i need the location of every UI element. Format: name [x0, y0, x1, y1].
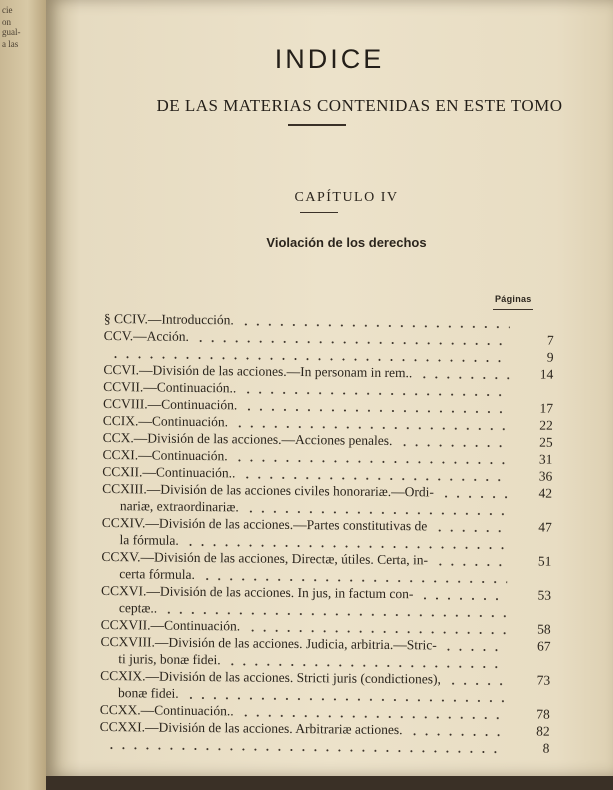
toc-entry-text: la fórmula. — [119, 532, 179, 548]
dot-leader — [399, 444, 509, 447]
page-title: INDICE — [274, 44, 385, 74]
toc-page-number: 82 — [536, 723, 550, 739]
toc-page-number: 58 — [537, 621, 551, 637]
toc-entry-text: CCVIII.—Continuación. — [102, 395, 238, 413]
toc-page-number: 31 — [538, 451, 553, 467]
toc-entry-text: CCXV.—División de las acciones, Directæ, útiles. Certa, in- — [101, 548, 429, 568]
toc-page-number: 14 — [539, 366, 554, 382]
left-page-fragment: a las — [2, 39, 19, 49]
toc-page-number: 51 — [537, 553, 552, 569]
toc-entry-text: CCIX.—Continuación. — [102, 412, 229, 430]
dot-leader — [241, 476, 508, 481]
dot-leader — [247, 630, 507, 635]
toc-page-number: 67 — [536, 638, 551, 654]
left-page-fragment: gual- — [2, 27, 21, 37]
toc-entry-text: ti juris, bonæ fidei. — [118, 651, 221, 668]
section-heading: Violación de los derechos — [266, 235, 427, 250]
book-page — [46, 0, 613, 776]
toc-entry-text: CCX.—División de las acciones.—Acciones penales. — [102, 429, 393, 449]
dot-leader — [434, 563, 507, 566]
dot-leader — [419, 597, 507, 600]
toc-page-number: 47 — [538, 519, 552, 535]
toc-entry-text: certa fórmula. — [119, 566, 196, 582]
toc-entry — [99, 735, 549, 757]
dot-leader — [233, 459, 508, 464]
toc-entry-text: CCXIX.—División de las acciones. Stricti juris (condictiones), — [100, 667, 442, 687]
chapter-heading: CAPÍTULO IV — [294, 190, 399, 205]
dot-leader — [434, 529, 508, 532]
toc-page-number: 42 — [538, 485, 553, 501]
toc-entry-text: CCXVII.—Continuación. — [100, 616, 241, 634]
toc-entry-text: nariæ, extraordinariæ. — [119, 498, 239, 515]
table-of-contents — [99, 310, 554, 757]
dot-leader — [240, 323, 510, 328]
toc-entry-text: CCVI.—División de las acciones.—In personam in rem.. — [103, 361, 413, 381]
pages-heading-underline — [493, 309, 533, 310]
dot-leader — [240, 714, 506, 719]
toc-entry-text: CCXIII.—División de las acciones civiles honorariæ.—Ordi- — [102, 480, 435, 500]
toc-entry-text: CCXX.—Continuación.. — [99, 701, 234, 719]
toc-page-number: 22 — [539, 417, 553, 433]
dot-leader — [242, 391, 509, 396]
page-subtitle: DE LAS MATERIAS CONTENIDAS EN ESTE TOMO — [156, 96, 563, 115]
toc-page-number: 25 — [539, 434, 553, 450]
dot-leader — [442, 649, 506, 652]
toc-entry-text: ceptæ.. — [118, 600, 158, 616]
toc-entry-text: CCXVIII.—División de las acciones. Judicia, arbitria.—Stric- — [100, 633, 437, 653]
toc-page-number: 9 — [546, 349, 554, 365]
dot-leader — [243, 408, 509, 413]
title-divider — [288, 124, 346, 126]
toc-entry-text: CCXIV.—División de las acciones.—Partes constitutivas de — [101, 514, 428, 534]
left-page-fragment: cie — [2, 5, 13, 15]
dot-leader — [105, 747, 505, 753]
toc-page-number: 78 — [536, 706, 550, 722]
left-page-fragment: on — [2, 17, 11, 27]
dot-leader — [201, 578, 507, 583]
toc-page-number: 53 — [537, 587, 552, 603]
page-bottom-edge — [46, 776, 613, 790]
toc-entry-text: CCVII.—Continuación.. — [103, 378, 237, 396]
toc-entry-text: CCXI.—Continuación. — [102, 446, 228, 464]
toc-entry-text: CCV.—Acción. — [103, 327, 190, 344]
pages-column-heading: Páginas — [495, 294, 532, 304]
toc-entry-text: CCXII.—Continuación.. — [102, 463, 236, 481]
dot-leader — [245, 510, 508, 515]
dot-leader — [409, 733, 506, 736]
toc-entry-text: § CCIV.—Introducción. — [103, 310, 234, 328]
toc-entry-text: bonæ fidei. — [117, 685, 179, 701]
toc-page-number: 17 — [539, 400, 554, 416]
chapter-divider — [300, 212, 338, 213]
toc-page-number: 8 — [542, 740, 550, 756]
left-page-edge — [0, 0, 46, 790]
toc-page-number: 36 — [538, 468, 553, 484]
toc-entry-text: CCXXI.—División de las acciones. Arbitrariæ actiones. — [99, 718, 403, 738]
dot-leader — [234, 425, 509, 430]
dot-leader — [226, 663, 506, 668]
toc-entry-text: CCXVI.—División de las acciones. In jus, in factum con- — [100, 582, 414, 602]
toc-page-number: 73 — [536, 672, 551, 688]
dot-leader — [440, 496, 508, 499]
dot-leader — [418, 376, 509, 379]
dot-leader — [447, 683, 506, 686]
toc-page-number: 7 — [546, 332, 554, 348]
